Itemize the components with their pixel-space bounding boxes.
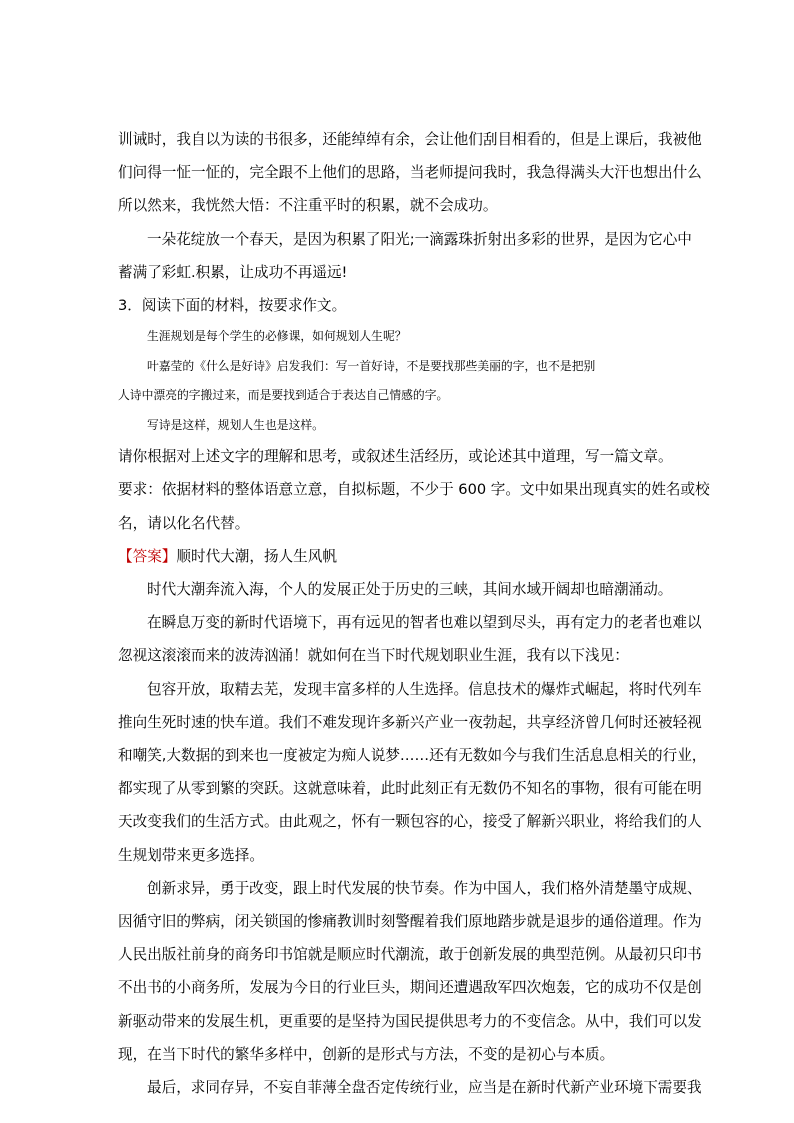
essay-paragraph — [118, 872, 702, 1071]
question-material — [118, 322, 682, 440]
answer-tag: 【答案】 — [118, 547, 177, 565]
text-line: 因循守旧的弊病，闭关锁国的惨痛教训时刻警醒着我们原地踏步就是退步的通俗道理。作为 — [118, 913, 702, 931]
text-line: 们问得一怔一怔的，完全跟不上他们的思路，当老师提问我时，我急得满头大汗也想出什么 — [118, 164, 702, 182]
text-line: 新驱动带来的发展生机，更重要的是坚持为国民提供思考力的不变信念。从中，我们可以发 — [118, 1012, 702, 1030]
text-line: 忽视这滚滚而来的波涛汹涌！就如何在当下时代规划职业生涯，我有以下浅见： — [118, 647, 629, 665]
essay-paragraph — [118, 606, 702, 672]
question-instruction: 请你根据对上述文字的理解和思考，或叙述生活经历，或论述其中道理，写一篇文章。 — [118, 448, 673, 466]
text-line: 蓄满了彩虹.积累，让成功不再遥远! — [118, 263, 348, 281]
text-line: 都实现了从零到繁的突跃。这就意味着，此时此刻正有无数仍不知名的事物，很有可能在明 — [118, 780, 702, 798]
text-line: 推向生死时速的快车道。我们不难发现许多新兴产业一夜勃起，共享经济曾几何时还被轻视 — [118, 713, 702, 731]
intro-tail — [118, 123, 702, 223]
essay-paragraph — [118, 673, 707, 872]
essay-title: 顺时代大潮，扬人生风帆 — [176, 547, 337, 565]
essay-paragraph — [118, 1071, 702, 1104]
text-line: 一朵花绽放一个春天，是因为积累了阳光;一滴露珠折射出多彩的世界，是因为它心中 — [147, 230, 692, 248]
text-line: 最后，求同存异，不妄自菲薄全盘否定传统行业，应当是在新时代新产业环境下需要我 — [147, 1079, 702, 1097]
text-line: 在瞬息万变的新时代语境下，再有远见的智者也难以望到尽头，再有定力的老者也难以 — [147, 614, 702, 632]
text-line: 名，请以化名代替。 — [118, 514, 250, 532]
question-requirement — [118, 473, 710, 539]
text-line: 包容开放，取精去芜，发现丰富多样的人生选择。信息技术的爆炸式崛起，将时代列车 — [147, 680, 702, 698]
text-line: 人民出版社前身的商务印书馆就是顺应时代潮流，敢于创新发展的典型范例。从最初只印书 — [118, 946, 702, 964]
text-line: 训诫时，我自以为读的书很多，还能绰绰有余，会让他们刮目相看的，但是上课后，我被他 — [118, 131, 702, 148]
intro-closing — [118, 223, 692, 289]
material-line: 叶嘉莹的《什么是好诗》启发我们：写一首好诗，不是要找那些美丽的字，也不是把别 — [147, 358, 596, 373]
material-line: 人诗中漂亮的字搬过来，而是要找到适合于表达自己情感的字。 — [118, 388, 449, 403]
essay-paragraph — [118, 573, 682, 606]
document-page — [118, 123, 710, 1104]
text-line: 天改变我们的生活方式。由此观之，怀有一颗包容的心，接受了解新兴职业，将给我们的人 — [118, 813, 702, 831]
question-heading: 3．阅读下面的材料，按要求作文。 — [118, 297, 347, 315]
answer-heading — [118, 540, 682, 573]
text-line: 时代大潮奔流入海，个人的发展正处于历史的三峡，其间水域开阔却也暗潮涌动。 — [147, 581, 673, 599]
material-line: 写诗是这样，规划人生也是这样。 — [147, 417, 324, 432]
text-line: 创新求异，勇于改变，跟上时代发展的快节奏。作为中国人，我们格外清楚墨守成规、 — [147, 879, 702, 897]
text-line: 所以然来，我恍然大悟：不注重平时的积累，就不会成功。 — [118, 197, 498, 215]
text-line: 要求：依据材料的整体语意立意，自拟标题，不少于 600 字。文中如果出现真实的姓名或校 — [118, 481, 710, 499]
material-line: 生涯规划是每个学生的必修课，如何规划人生呢？ — [147, 329, 407, 344]
text-line: 和嘲笑,大数据的到来也一度被定为痴人说梦……还有无数如今与我们生活息息相关的行业， — [118, 747, 707, 765]
text-line: 不出书的小商务所，发展为今日的行业巨头，期间还遭遇敌军四次炮轰，它的成功不仅是创 — [118, 979, 702, 997]
text-line: 生规划带来更多选择。 — [118, 846, 264, 864]
text-line: 现，在当下时代的繁华多样中，创新的是形式与方法，不变的是初心与本质。 — [118, 1045, 615, 1063]
